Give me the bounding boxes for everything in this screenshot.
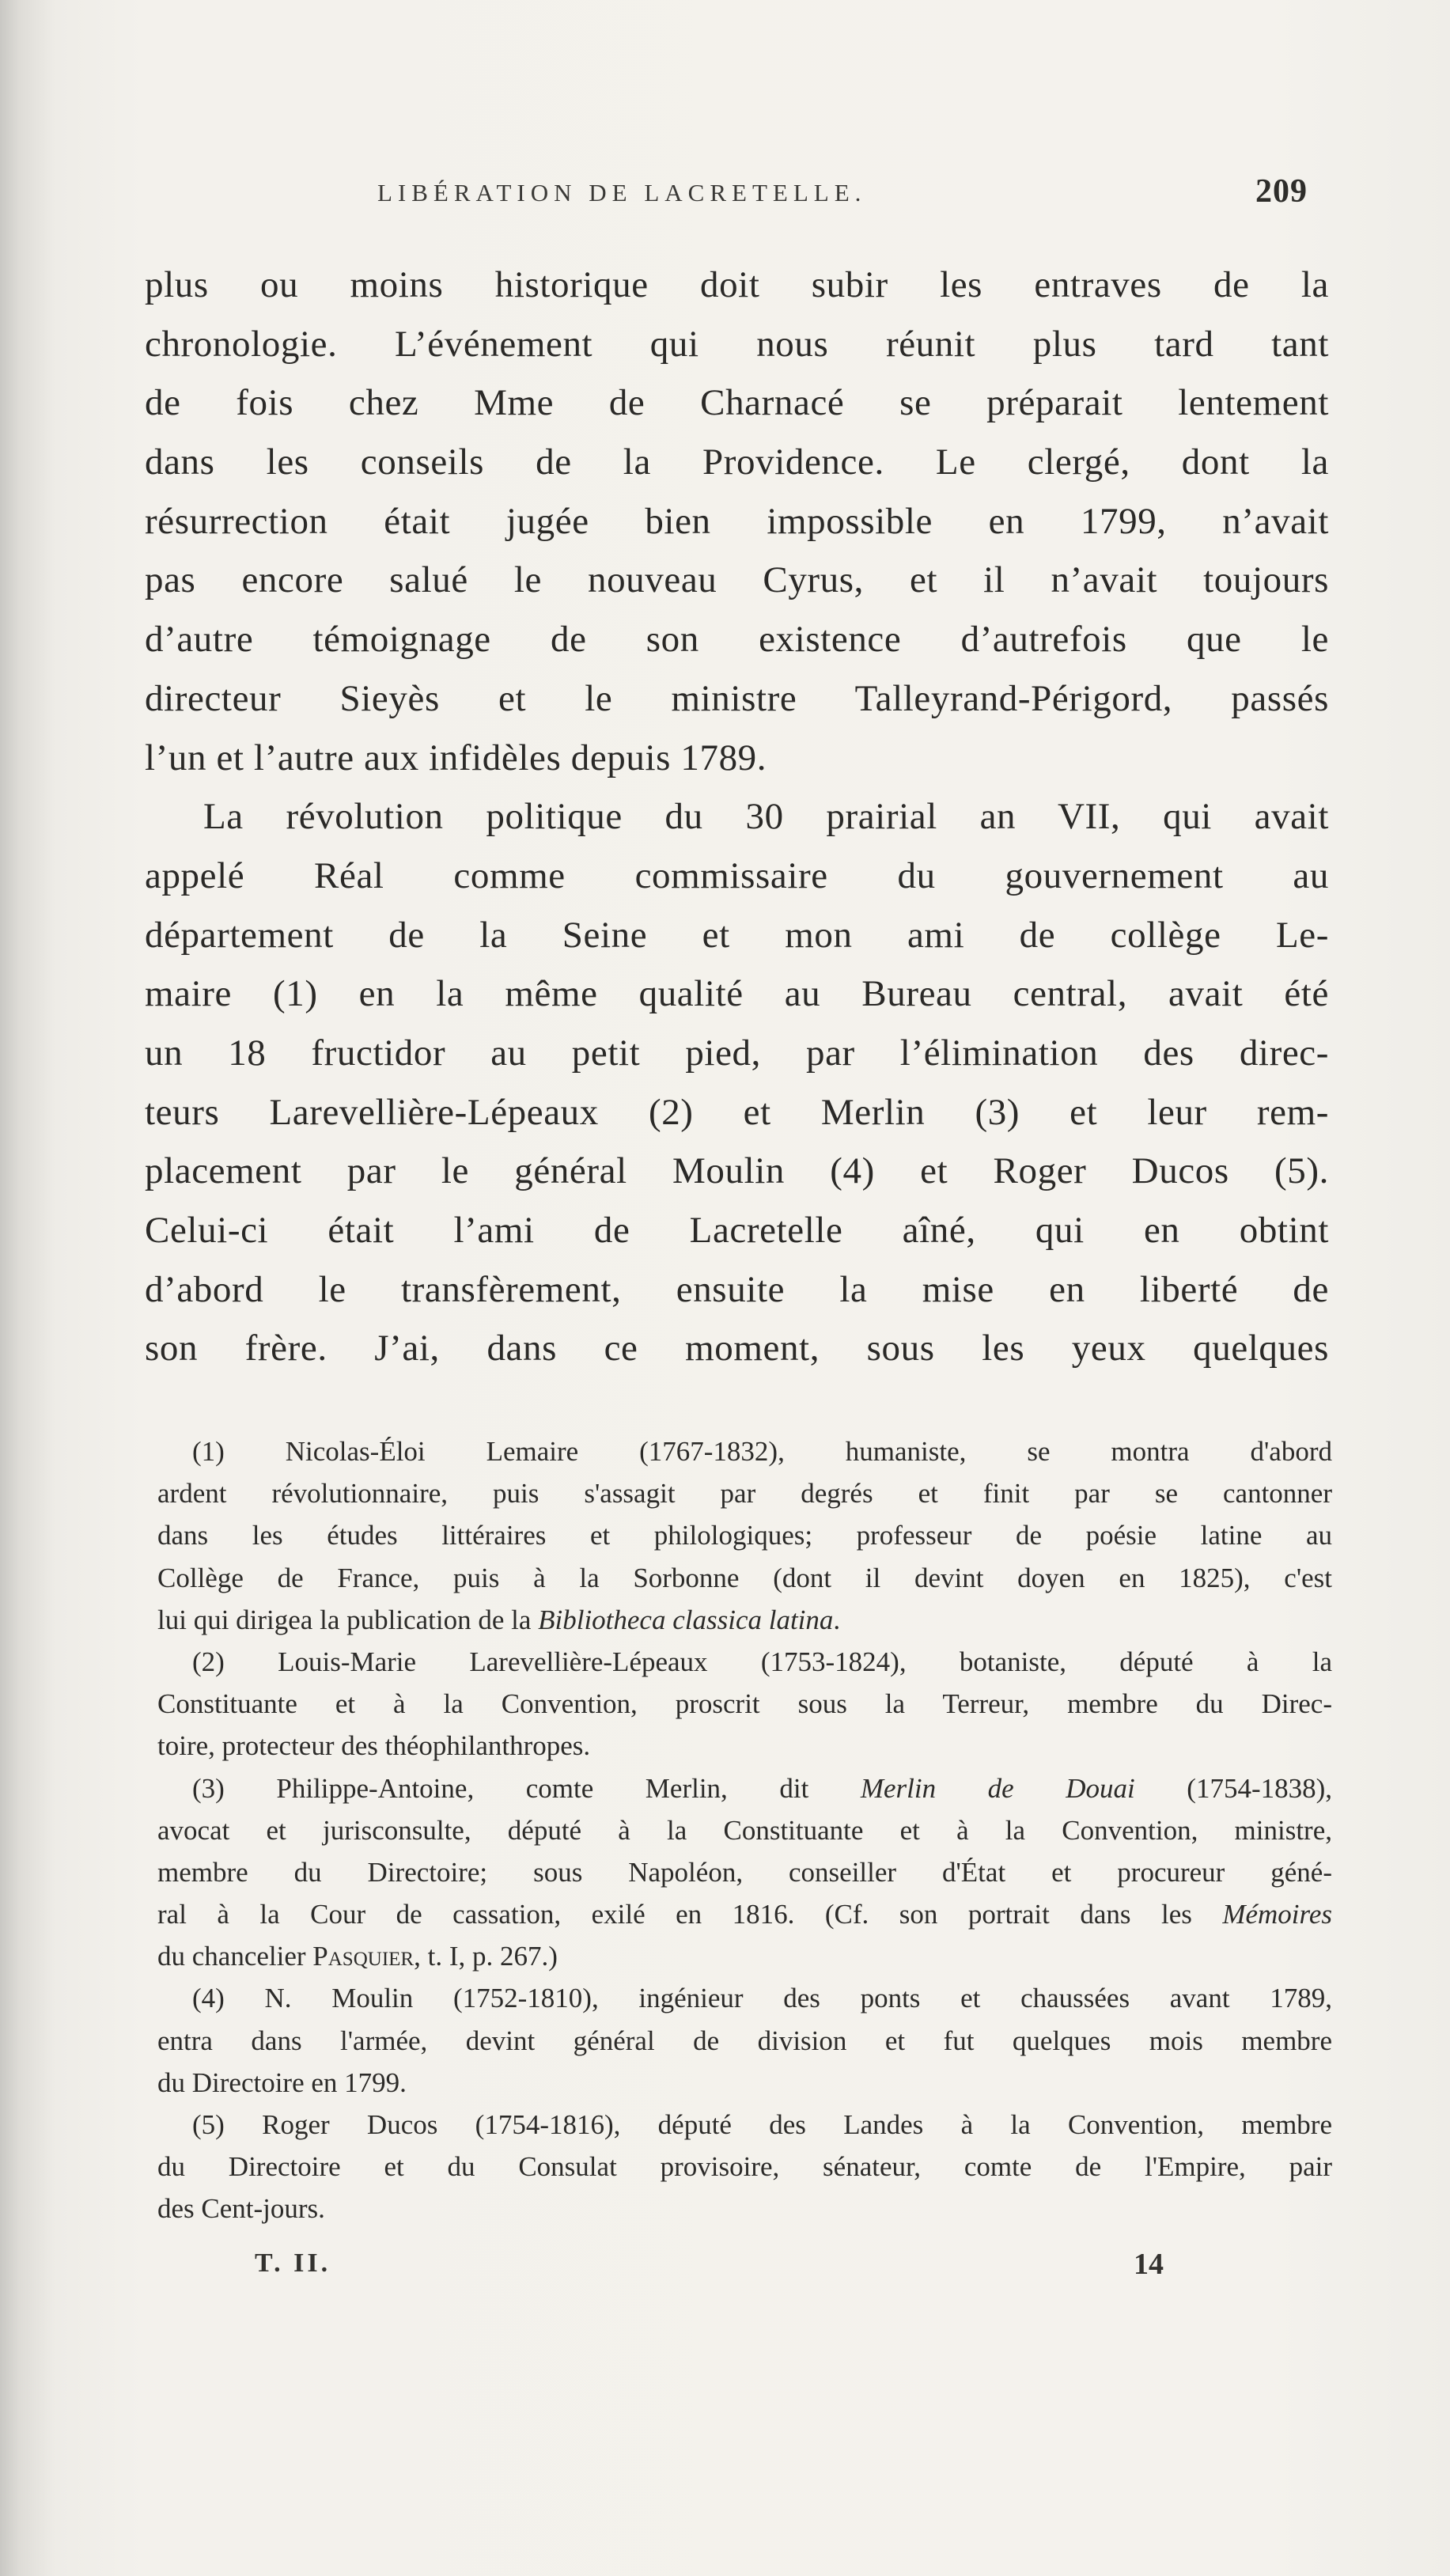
text-line — [145, 373, 1329, 433]
text-segment: entra dans l'armée, devint général de division et fut quelques mois membre — [157, 2025, 1332, 2056]
text-segment: résurrection était jugée bien impossible en 1799, n’avait — [145, 500, 1329, 542]
footnote — [157, 1430, 1332, 1641]
text-segment: un 18 fructidor au petit pied, par l’élimination des direc- — [145, 1032, 1329, 1074]
text-line — [157, 2188, 1332, 2229]
footnotes — [157, 1430, 1332, 2230]
text-line — [157, 1893, 1332, 1935]
footnote — [157, 1977, 1332, 2104]
text-segment: son frère. J’ai, dans ce moment, sous les yeux quelques — [145, 1328, 1329, 1369]
text-segment: département de la Seine et mon ami de collège Le- — [145, 914, 1329, 956]
text-line — [157, 1725, 1332, 1767]
text-segment: l’un et l’autre aux infidèles depuis 1789. — [145, 737, 767, 778]
text-line — [145, 847, 1329, 906]
text-line — [145, 1083, 1329, 1142]
text-segment: Collège de France, puis à la Sorbonne (dont il devint doyen en 1825), c'est — [157, 1562, 1332, 1593]
text-line — [157, 2020, 1332, 2062]
volume-mark: T. II. — [255, 2248, 331, 2278]
text-segment: La révolution politique du 30 prairial an VII, qui avait — [203, 796, 1329, 838]
text-segment: dans les conseils de la Providence. Le clergé, dont la — [145, 441, 1329, 483]
text-segment: (2) Louis-Marie Larevellière-Lépeaux (1753-1824), botaniste, député à la — [192, 1646, 1332, 1677]
text-segment: maire (1) en la même qualité au Bureau central, avait été — [145, 973, 1329, 1015]
text-line — [157, 1641, 1332, 1683]
text-line — [157, 1767, 1332, 1809]
text-segment: teurs Larevellière-Lépeaux (2) et Merlin (3) et leur rem- — [145, 1091, 1329, 1133]
text-line — [157, 1514, 1332, 1556]
text-segment: toire, protecteur des théophilanthropes. — [157, 1730, 591, 1762]
text-segment: , t. I, p. 267.) — [414, 1941, 558, 1972]
text-segment: pas encore salué le nouveau Cyrus, et il n’avait toujours — [145, 559, 1329, 601]
text-segment: placement par le général Moulin (4) et Roger Ducos (5). — [145, 1150, 1329, 1192]
text-segment: directeur Sieyès et le ministre Talleyrand-Périgord, passés — [145, 677, 1329, 719]
text-segment: ardent révolutionnaire, puis s'assagit par degrés et finit par se cantonner — [157, 1478, 1332, 1510]
text-line — [145, 787, 1329, 847]
text-line — [145, 1201, 1329, 1260]
text-segment: chronologie. L’événement qui nous réunit plus tard tant — [145, 323, 1329, 365]
text-line — [145, 729, 1329, 788]
signature-mark: 14 — [1134, 2248, 1164, 2281]
text-segment: du Directoire en 1799. — [157, 2066, 407, 2098]
text-segment: des Cent-jours. — [157, 2193, 325, 2225]
text-line — [145, 906, 1329, 965]
text-line — [145, 1024, 1329, 1083]
text-segment: plus ou moins historique doit subir les entraves de la — [145, 264, 1329, 305]
text-segment: (1) Nicolas-Éloi Lemaire (1767-1832), humaniste, se montra d'abord — [192, 1436, 1332, 1467]
text-segment: d’autre témoignage de son existence d’autrefois que le — [145, 619, 1329, 661]
small-caps-text: Pasquier — [312, 1941, 415, 1972]
text-segment: de fois chez Mme de Charnacé se préparait lentement — [145, 382, 1329, 424]
text-line — [157, 1430, 1332, 1472]
italic-text: Bibliotheca classica latina — [538, 1604, 834, 1635]
text-segment: Constituante et à la Convention, proscrit sous la Terreur, membre du Direc- — [157, 1688, 1332, 1720]
text-line — [145, 964, 1329, 1024]
text-line — [157, 1809, 1332, 1851]
page-number: 209 — [1255, 173, 1308, 210]
text-segment: . — [833, 1604, 841, 1635]
text-segment: du chancelier — [157, 1941, 313, 1972]
text-line — [145, 433, 1329, 492]
text-line — [145, 492, 1329, 551]
text-line — [145, 315, 1329, 374]
text-line — [157, 1977, 1332, 2019]
text-line — [157, 1599, 1332, 1641]
text-line — [145, 1319, 1329, 1378]
text-segment: dans les études littéraires et philologiques; professeur de poésie latine au — [157, 1520, 1332, 1551]
footnote — [157, 1641, 1332, 1767]
running-head: LIBÉRATION DE LACRETELLE. — [377, 179, 867, 206]
text-segment: du Directoire et du Consulat provisoire, sénateur, comte de l'Empire, pair — [157, 2151, 1332, 2183]
text-line — [157, 1557, 1332, 1599]
text-line — [157, 1683, 1332, 1725]
text-segment: (4) N. Moulin (1752-1810), ingénieur des ponts et chaussées avant 1789, — [192, 1983, 1332, 2014]
paragraph — [145, 256, 1329, 787]
italic-text: Mémoires — [1222, 1899, 1332, 1930]
text-line — [145, 1260, 1329, 1320]
footnote — [157, 1767, 1332, 1978]
text-line — [157, 2062, 1332, 2104]
text-line — [145, 1142, 1329, 1201]
text-line — [157, 2146, 1332, 2188]
text-segment: (1754-1838), — [1134, 1772, 1333, 1804]
main-text — [145, 256, 1329, 1378]
footnote — [157, 2104, 1332, 2230]
text-line — [157, 1935, 1332, 1977]
text-line — [157, 1472, 1332, 1514]
text-line — [145, 551, 1329, 610]
text-segment: ral à la Cour de cassation, exilé en 1816. (Cf. son portrait dans les — [157, 1899, 1223, 1930]
text-segment: avocat et jurisconsulte, député à la Constituante et à la Convention, ministre, — [157, 1814, 1332, 1846]
text-segment: lui qui dirigea la publication de la — [157, 1604, 539, 1635]
text-segment: (5) Roger Ducos (1754-1816), député des Landes à la Convention, membre — [192, 2109, 1332, 2140]
paragraph — [145, 787, 1329, 1378]
text-segment: appelé Réal comme commissaire du gouvernement au — [145, 854, 1329, 896]
text-line — [145, 669, 1329, 729]
text-segment: Celui-ci était l’ami de Lacretelle aîné, qui en obtint — [145, 1210, 1329, 1251]
text-line — [145, 256, 1329, 315]
text-line — [145, 610, 1329, 669]
text-segment: membre du Directoire; sous Napoléon, conseiller d'État et procureur géné- — [157, 1856, 1332, 1888]
italic-text: Merlin de Douai — [860, 1772, 1135, 1804]
text-line — [157, 2104, 1332, 2146]
text-line — [157, 1851, 1332, 1893]
text-segment: d’abord le transfèrement, ensuite la mise en liberté de — [145, 1268, 1329, 1310]
text-segment: (3) Philippe-Antoine, comte Merlin, dit — [192, 1772, 861, 1804]
